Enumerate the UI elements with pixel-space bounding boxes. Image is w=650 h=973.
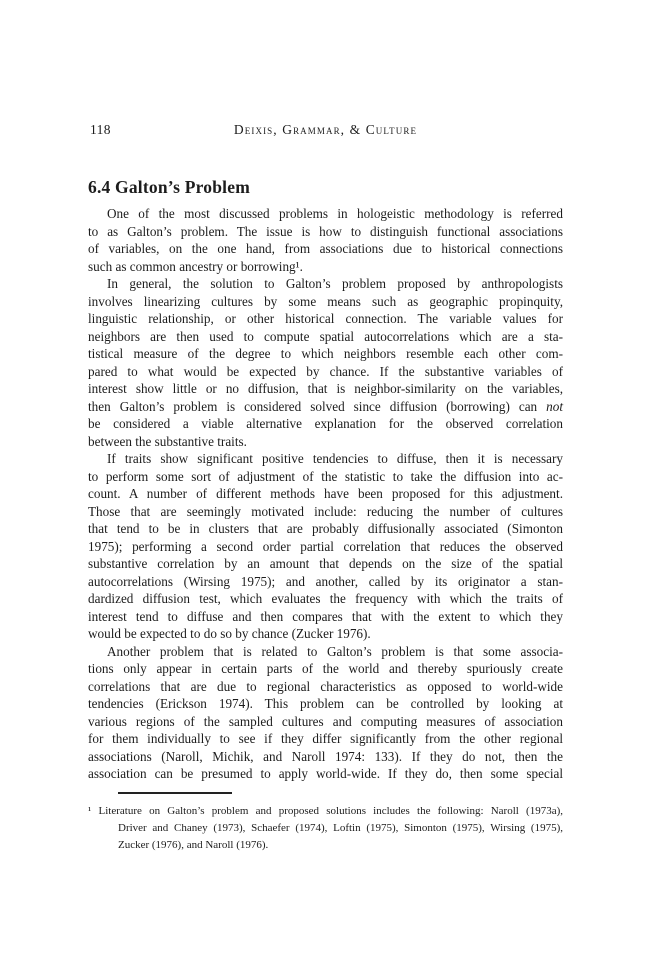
text-line: to as Galton’s problem. The issue is how to distinguish functional associations <box>88 223 563 239</box>
text-line: association can be presumed to apply world-wide. If they do, then some special <box>88 766 563 781</box>
text-line: tions only appear in certain parts of the world and thereby spuriously create <box>88 661 563 676</box>
text-line: ¹ Literature on Galton’s problem and proposed solutions includes the following: Naroll (1973a), <box>88 805 563 817</box>
text-line: tendencies (Erickson 1974). This problem can be controlled by looking at <box>88 696 563 711</box>
section-heading: 6.4 Galton’s Problem <box>88 177 250 197</box>
text-line: Driver and Chaney (1973), Schaefer (1974), Loftin (1975), Simonton (1975), Wirsing (1975), <box>118 822 563 834</box>
text-line: 1975); performing a second order partial correlation that reduces the observed <box>88 538 563 554</box>
text-line: various regions of the sampled cultures and computing measures of association <box>88 713 563 729</box>
text-line: interest tend to diffuse and then compares that with the extent to which they <box>88 608 563 624</box>
text-line: Another problem that is related to Galton’s problem is that some associa- <box>107 643 563 659</box>
text-line: would be expected to do so by chance (Zucker 1976). <box>88 626 371 641</box>
text-line: then Galton’s problem is considered solved since diffusion (borrowing) can not <box>88 398 563 414</box>
paragraph-2 <box>88 275 563 450</box>
text-line: interest show little or no diffusion, that is neighbor-similarity on the variables, <box>88 381 563 396</box>
text-line: Those that are seemingly motivated include: reducing the number of cultures <box>88 503 563 519</box>
page-number: 118 <box>90 122 111 137</box>
text-line: pared to what would be expected by chance. If the substantive variables of <box>88 363 563 379</box>
page-header <box>88 122 563 139</box>
text-line: be considered a viable alternative explanation for the observed correlation <box>88 416 563 431</box>
footnote-rule <box>118 792 232 794</box>
running-title: Deixis, Grammar, & Culture <box>233 122 418 137</box>
text-line: involves linearizing cultures by some means such as geographic propinquity, <box>88 293 563 309</box>
text-line: One of the most discussed problems in hologeistic methodology is referred <box>107 206 563 221</box>
text-line: dardized diffusion test, which evaluates the frequency with which the traits of <box>88 591 563 606</box>
text-line: neighbors are then used to compute spatial autocorrelations which are a sta- <box>88 328 563 344</box>
text-line: that tend to be in clusters that are probably diffusionally associated (Simonton <box>88 521 563 536</box>
text-line: such as common ancestry or borrowing¹. <box>88 258 303 274</box>
text-line: between the substantive traits. <box>88 433 247 449</box>
text-line: Zucker (1976), and Naroll (1976). <box>118 839 269 851</box>
paragraph-1 <box>88 205 563 275</box>
text-line: for them individually to see if they differ significantly from the other regional <box>88 731 563 746</box>
paragraph-3 <box>88 450 563 643</box>
text-line: In general, the solution to Galton’s problem proposed by anthropologists <box>107 276 563 291</box>
body-text <box>88 205 563 783</box>
text-line: of variables, on the one hand, from associations due to historical connections <box>88 241 563 256</box>
text-line: linguistic relationship, or other historical connection. The variable values for <box>88 311 563 326</box>
text-line: to perform some sort of adjustment of the statistic to take the diffusion into ac- <box>88 468 563 484</box>
text-line: tistical measure of the degree to which neighbors resemble each other com- <box>88 346 563 361</box>
text-line: count. A number of different methods have been proposed for this adjustment. <box>88 486 563 501</box>
text-line: correlations that are due to regional characteristics as opposed to world-wide <box>88 678 563 694</box>
footnote <box>88 803 563 854</box>
text-line: autocorrelations (Wirsing 1975); and another, called by its originator a stan- <box>88 573 563 589</box>
text-line: substantive correlation by an amount that depends on the size of the spatial <box>88 556 563 571</box>
text-line: If traits show significant positive tendencies to diffuse, then it is necessary <box>107 451 563 466</box>
paragraph-4 <box>88 643 563 783</box>
text-line: associations (Naroll, Michik, and Naroll 1974: 133). If they do not, then the <box>88 748 563 764</box>
